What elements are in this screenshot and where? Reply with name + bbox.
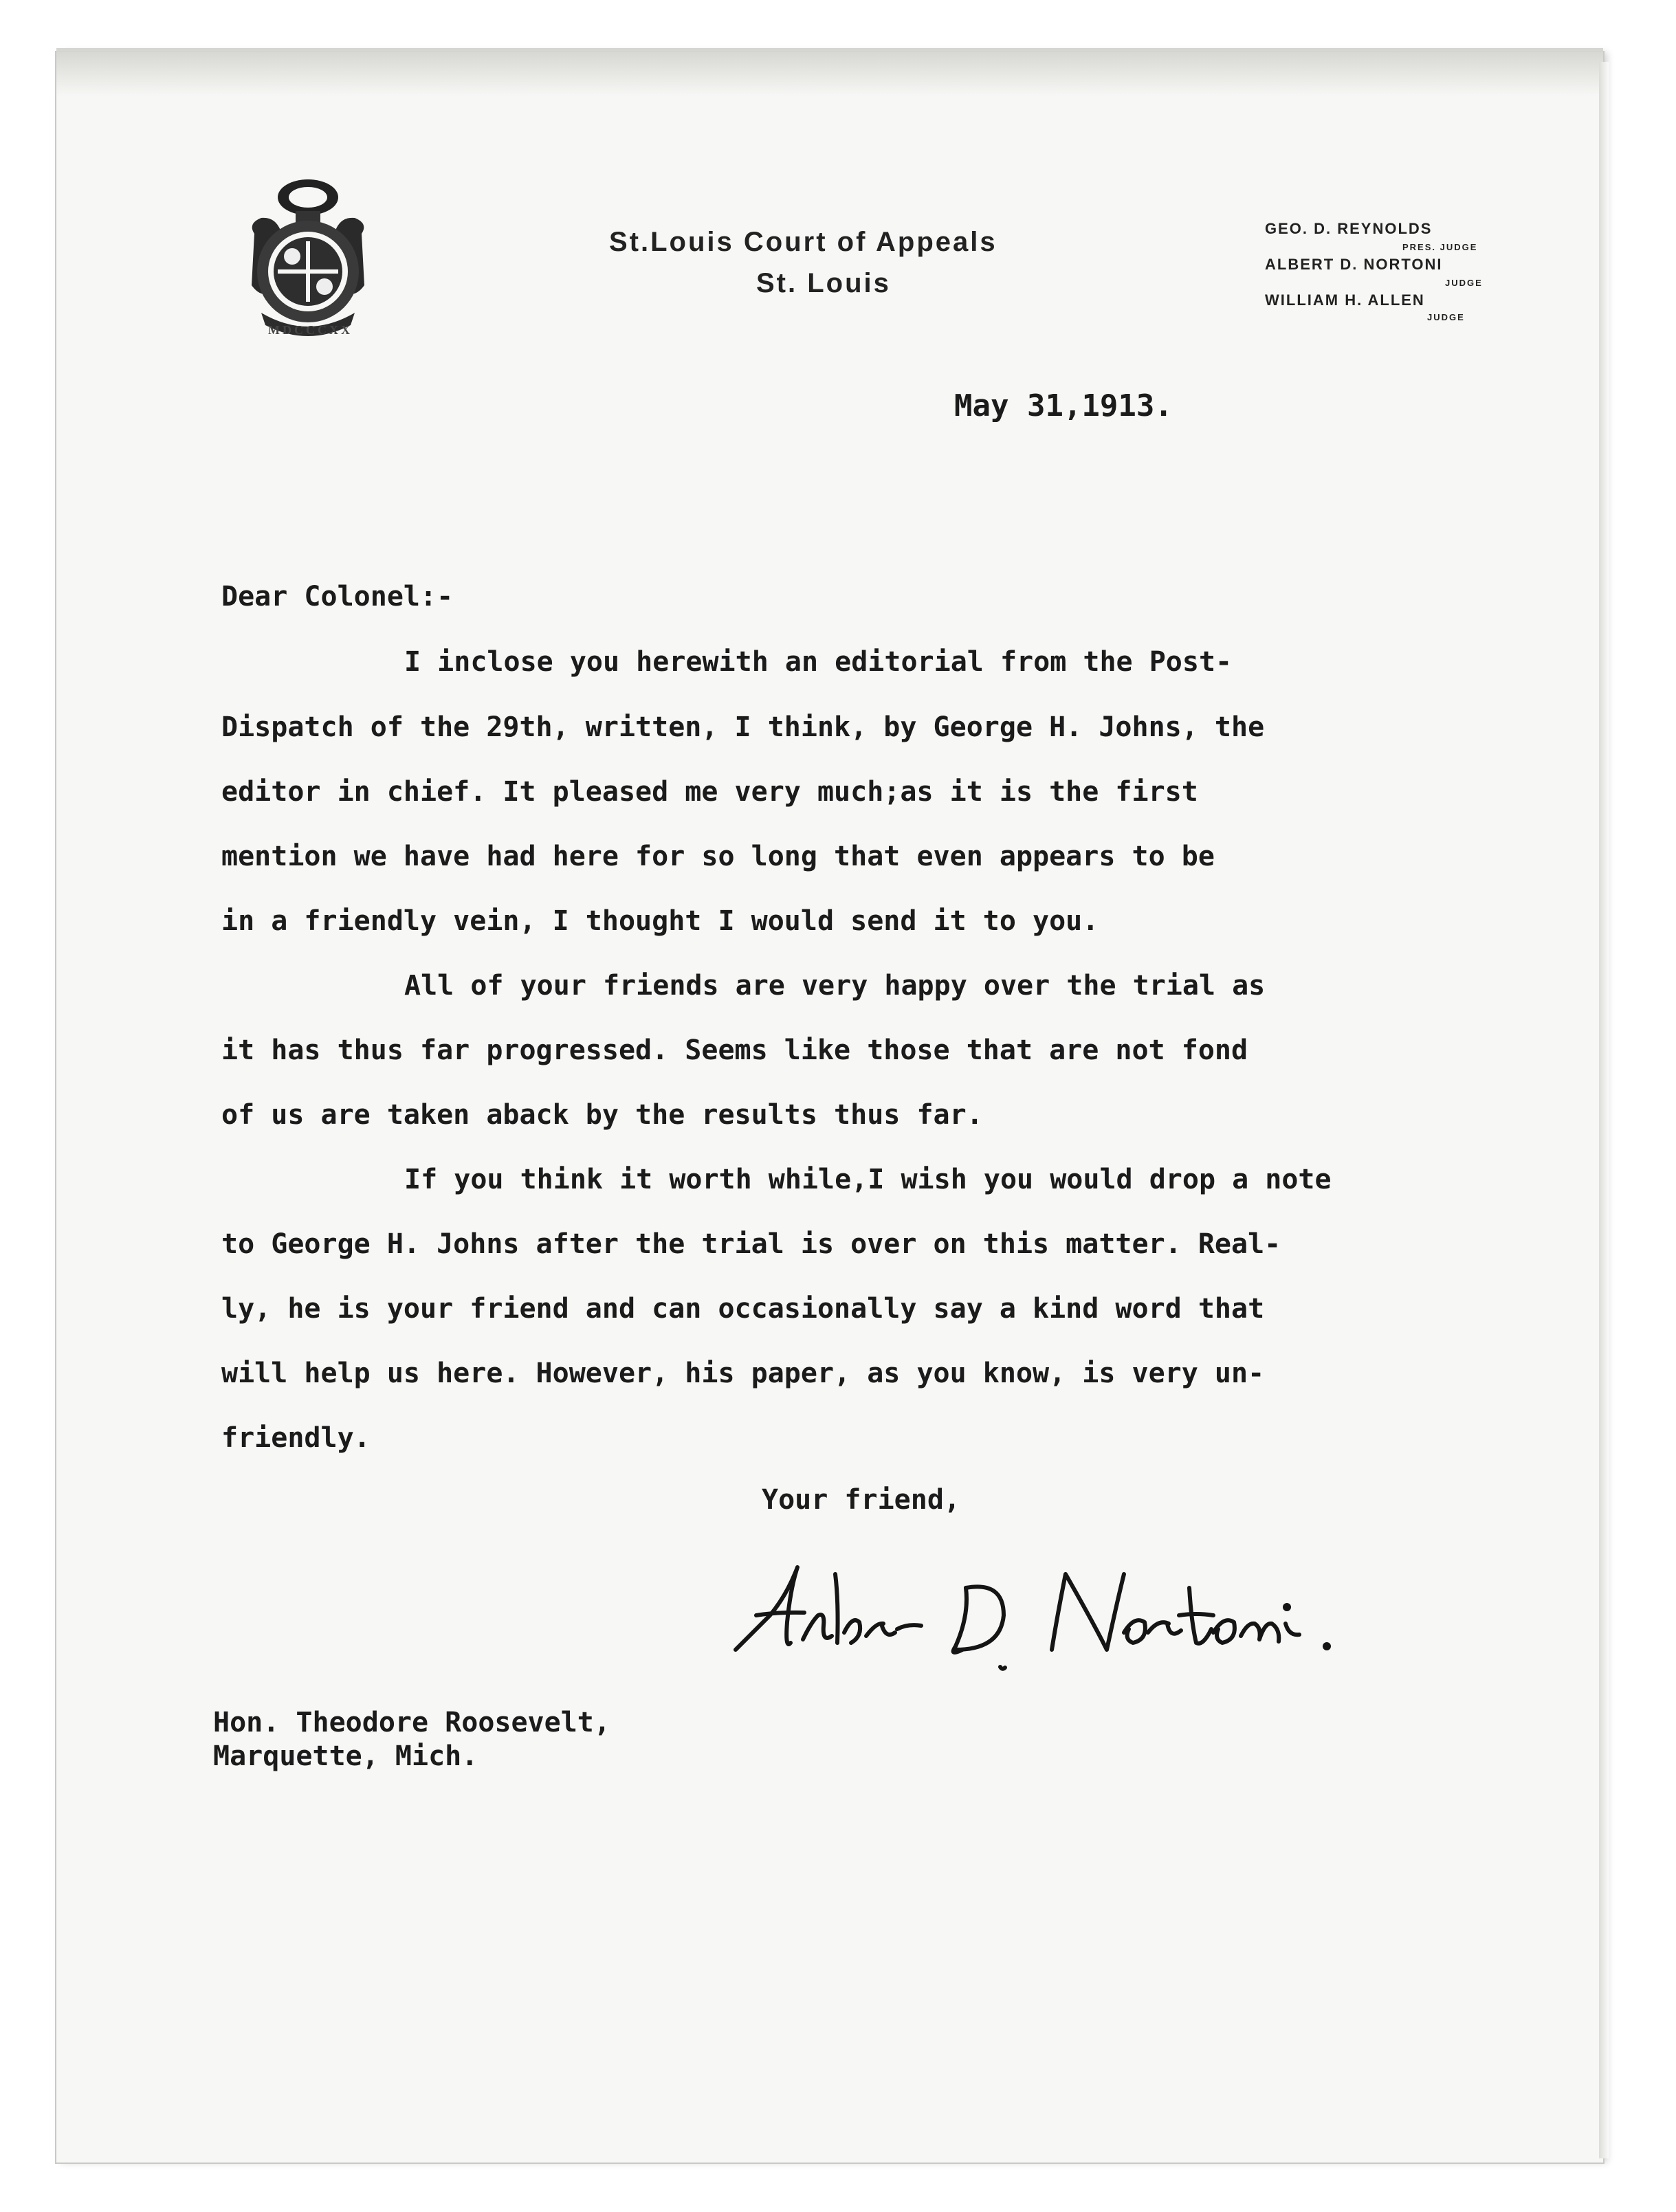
body-line: it has thus far progressed. Seems like those that are not fond xyxy=(221,1035,1248,1066)
salutation: Dear Colonel:- xyxy=(221,581,454,612)
body-line: of us are taken aback by the results thus far. xyxy=(221,1099,983,1131)
judge-title: PRES. JUDGE xyxy=(1402,242,1478,252)
closing: Your friend, xyxy=(762,1484,960,1516)
judge-title: JUDGE xyxy=(1445,278,1483,288)
letter-date: May 31,1913. xyxy=(954,388,1173,423)
body-line: editor in chief. It pleased me very much;as it is the first xyxy=(221,776,1198,808)
court-name: St.Louis Court of Appeals xyxy=(609,227,997,257)
body-line: All of your friends are very happy over the trial as xyxy=(404,970,1266,1002)
judge-name: ALBERT D. NORTONI xyxy=(1265,256,1443,273)
body-line: will help us here. However, his paper, as you know, is very un- xyxy=(221,1358,1265,1389)
body-line: ly, he is your friend and can occasionally say a kind word that xyxy=(221,1293,1265,1325)
signature xyxy=(722,1547,1375,1684)
addressee-place: Marquette, Mich. xyxy=(213,1740,478,1772)
missouri-state-seal-icon xyxy=(227,175,389,347)
sheet-shadow xyxy=(56,48,1603,96)
body-line: Dispatch of the 29th, written, I think, by George H. Johns, the xyxy=(221,711,1265,743)
court-city: St. Louis xyxy=(756,268,891,298)
body-line: in a friendly vein, I thought I would send it to you. xyxy=(221,905,1099,937)
body-line: If you think it worth while,I wish you would drop a note xyxy=(404,1164,1332,1195)
judge-name: WILLIAM H. ALLEN xyxy=(1265,291,1425,309)
addressee-name: Hon. Theodore Roosevelt, xyxy=(213,1707,610,1738)
sheet-edge xyxy=(1599,62,1609,2158)
judge-name: GEO. D. REYNOLDS xyxy=(1265,220,1433,237)
body-line: to George H. Johns after the trial is over on this matter. Real- xyxy=(221,1228,1281,1260)
body-line: mention we have had here for so long that even appears to be xyxy=(221,841,1215,872)
body-line: I inclose you herewith an editorial from the Post- xyxy=(404,646,1233,678)
seal-text: MDCCCXX xyxy=(268,323,353,337)
judge-title: JUDGE xyxy=(1427,312,1465,322)
body-line: friendly. xyxy=(221,1422,371,1454)
